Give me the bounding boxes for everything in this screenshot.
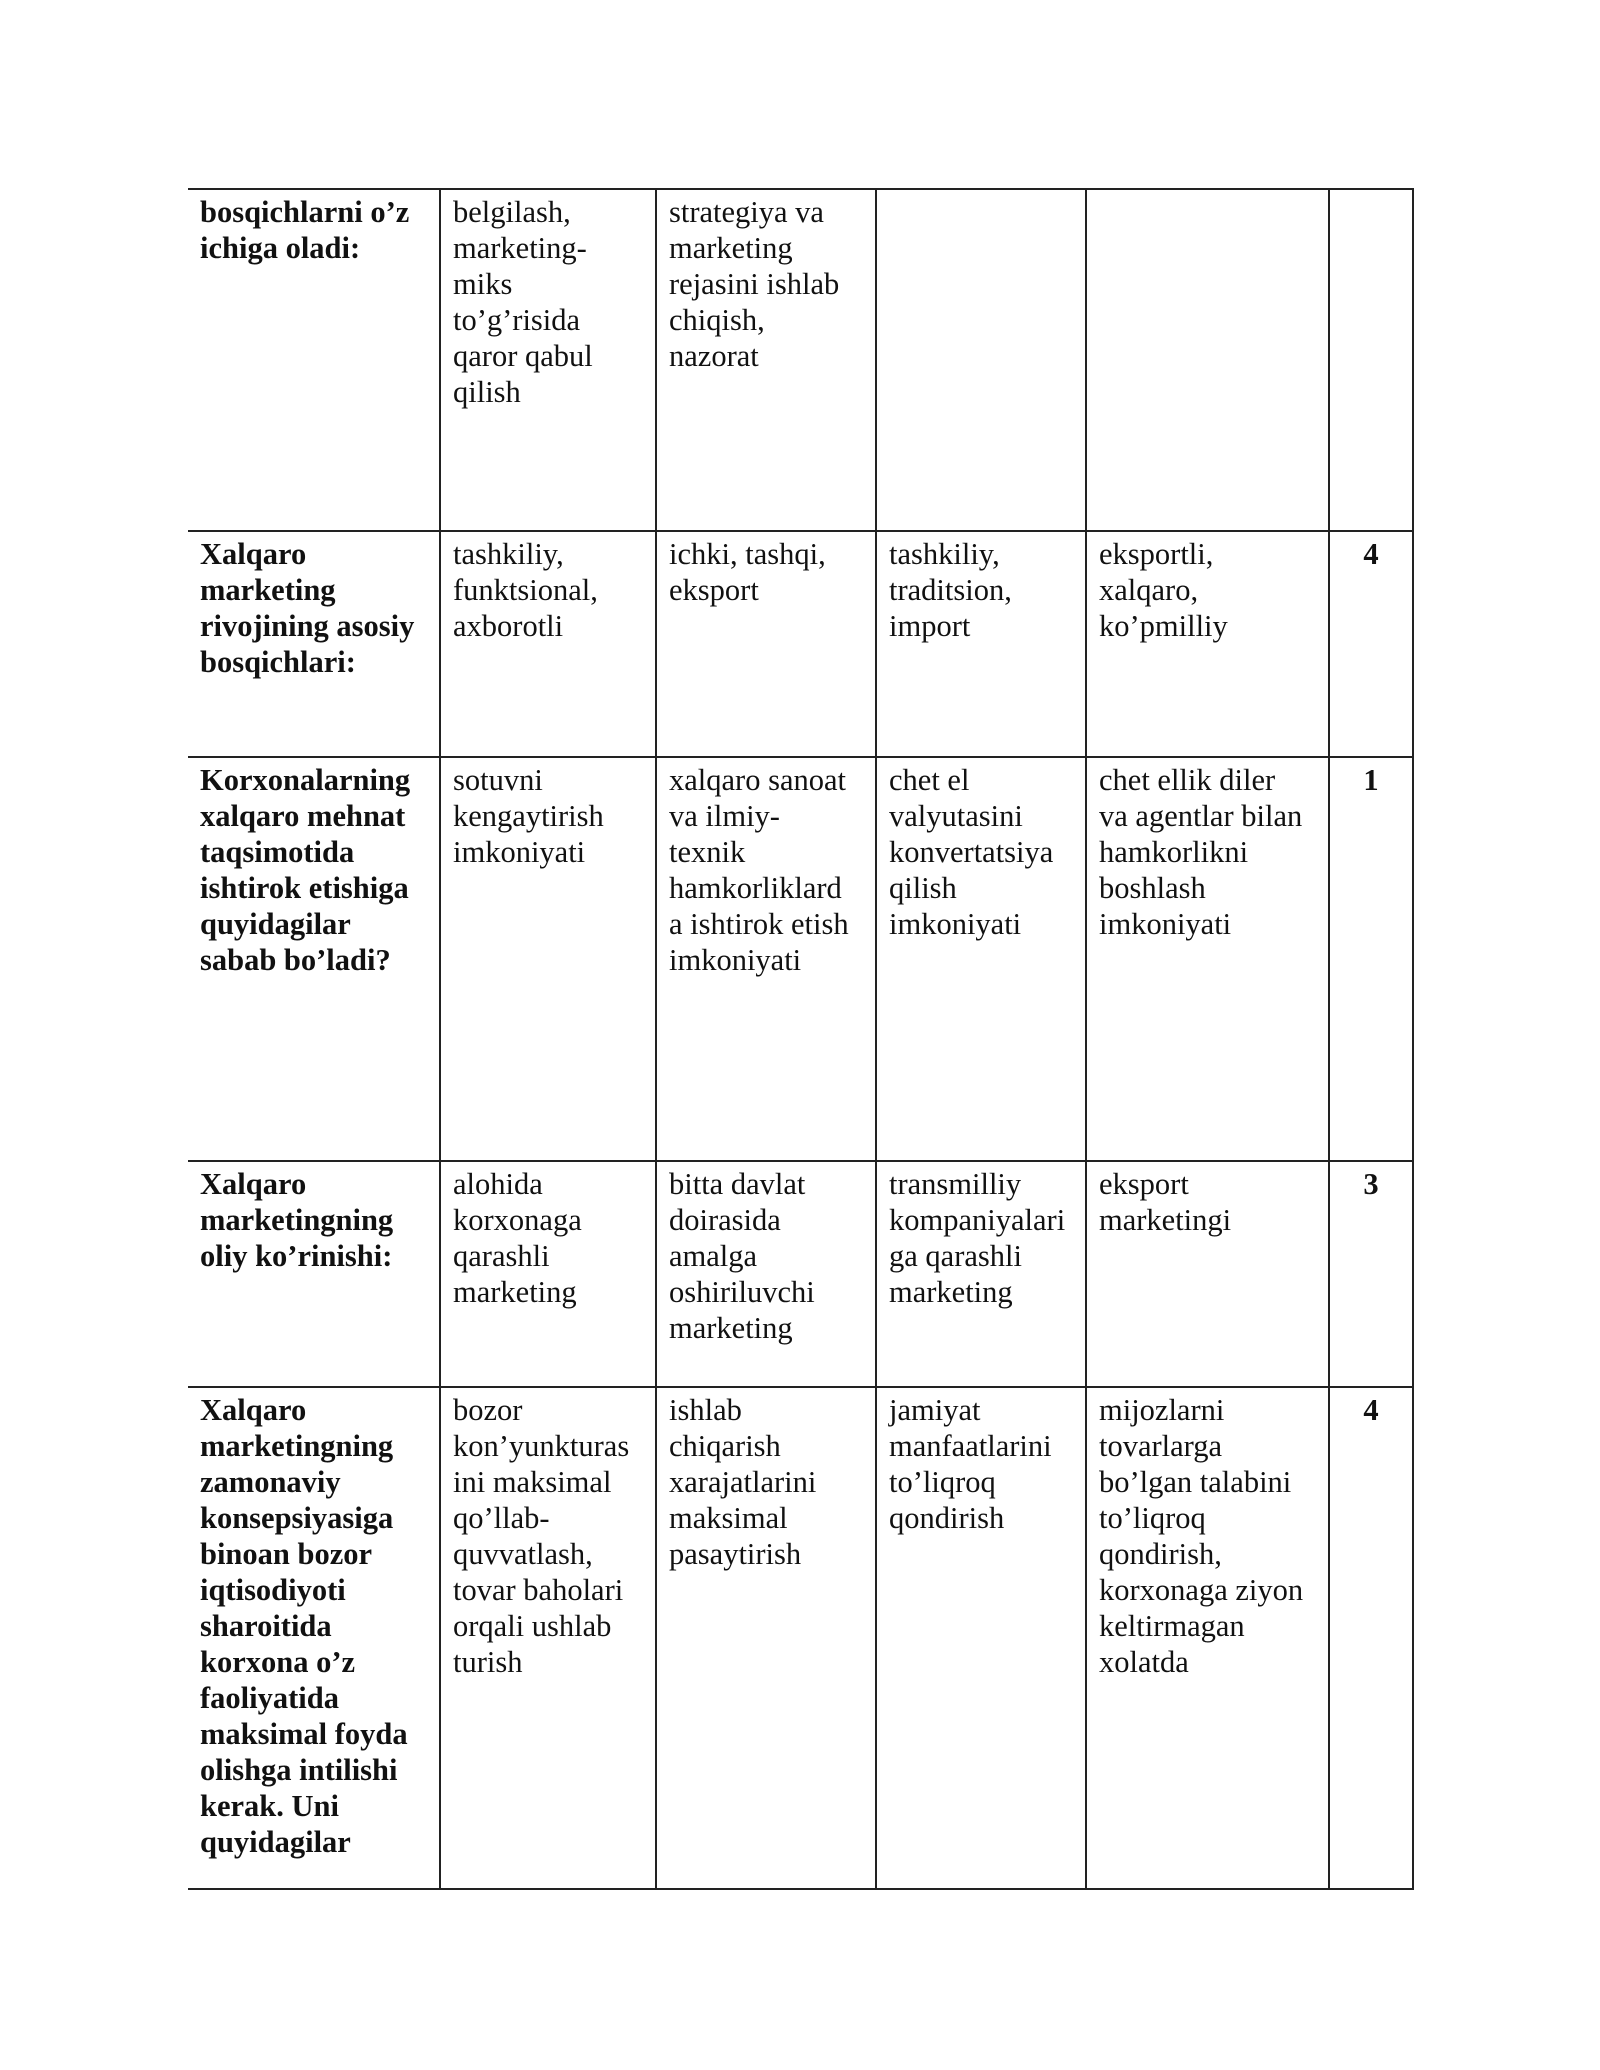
- answer-cell: 3: [1329, 1161, 1413, 1387]
- option-cell-c: tashkiliy, traditsion, import: [876, 531, 1086, 757]
- table-row: [188, 757, 1413, 1161]
- option-cell-d: chet ellik diler va agentlar bilan hamkorlikni boshlash imkoniyati: [1086, 757, 1329, 1161]
- option-cell-a: sotuvni kengaytirish imkoniyati: [440, 757, 656, 1161]
- option-cell-b: ichki, tashqi, eksport: [656, 531, 876, 757]
- answer-cell: 4: [1329, 1387, 1413, 1889]
- option-cell-d: [1086, 189, 1329, 531]
- option-cell-d: mijozlarni tovarlarga bo’lgan talabini to’liqroq qondirish, korxonaga ziyon keltirmagan xolatda: [1086, 1387, 1329, 1889]
- option-cell-b: xalqaro sanoat va ilmiy- texnik hamkorliklard a ishtirok etish imkoniyati: [656, 757, 876, 1161]
- question-cell: Xalqaro marketingning zamonaviy konsepsiyasiga binoan bozor iqtisodiyoti sharoitida korxona o’z faoliyatida maksimal foyda olishga intilishi kerak. Uni quyidagilar: [188, 1387, 440, 1889]
- questions-table: [188, 188, 1414, 1890]
- option-cell-c: jamiyat manfaatlarini to’liqroq qondirish: [876, 1387, 1086, 1889]
- option-cell-c: transmilliy kompaniyalari ga qarashli marketing: [876, 1161, 1086, 1387]
- option-cell-c: chet el valyutasini konvertatsiya qilish imkoniyati: [876, 757, 1086, 1161]
- question-cell: bosqichlarni o’z ichiga oladi:: [188, 189, 440, 531]
- option-cell-b: bitta davlat doirasida amalga oshiriluvchi marketing: [656, 1161, 876, 1387]
- question-cell: Xalqaro marketing rivojining asosiy bosqichlari:: [188, 531, 440, 757]
- answer-cell: 1: [1329, 757, 1413, 1161]
- option-cell-d: eksport marketingi: [1086, 1161, 1329, 1387]
- option-cell-a: alohida korxonaga qarashli marketing: [440, 1161, 656, 1387]
- question-cell: Korxonalarning xalqaro mehnat taqsimotida ishtirok etishiga quyidagilar sabab bo’ladi?: [188, 757, 440, 1161]
- option-cell-c: [876, 189, 1086, 531]
- table-row: [188, 1387, 1413, 1889]
- table-row: [188, 189, 1413, 531]
- option-cell-b: strategiya va marketing rejasini ishlab chiqish, nazorat: [656, 189, 876, 531]
- option-cell-a: belgilash, marketing- miks to’g’risida qaror qabul qilish: [440, 189, 656, 531]
- option-cell-a: tashkiliy, funktsional, axborotli: [440, 531, 656, 757]
- answer-cell: [1329, 189, 1413, 531]
- table-row: [188, 1161, 1413, 1387]
- question-cell: Xalqaro marketingning oliy ko’rinishi:: [188, 1161, 440, 1387]
- option-cell-d: eksportli, xalqaro, ko’pmilliy: [1086, 531, 1329, 757]
- option-cell-a: bozor kon’yunkturas ini maksimal qo’llab- quvvatlash, tovar baholari orqali ushlab turish: [440, 1387, 656, 1889]
- answer-cell: 4: [1329, 531, 1413, 757]
- table-row: [188, 531, 1413, 757]
- option-cell-b: ishlab chiqarish xarajatlarini maksimal pasaytirish: [656, 1387, 876, 1889]
